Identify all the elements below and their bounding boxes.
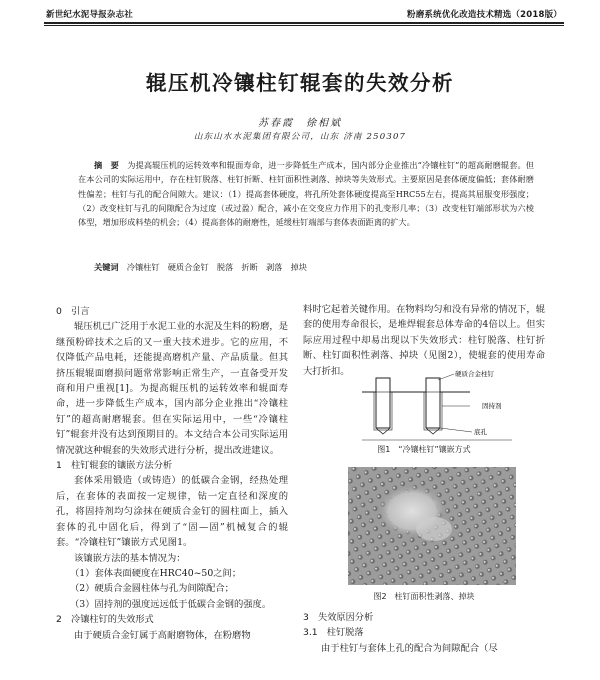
fig1-label-stud: 硬质合金柱钉 [455, 370, 494, 378]
paragraph: 由于硬质合金钉属于高耐磨物体，在粉磨物 [74, 629, 251, 641]
paper-title: 辊压机冷镶柱钉辊套的失效分析 [146, 71, 454, 95]
journal-header-left: 新世纪水泥导报杂志社 [46, 10, 134, 20]
list-item: （2）硬质合金圆柱体与孔为间隙配合； [70, 583, 234, 595]
keywords-label: 关键词 [94, 262, 119, 272]
abstract [78, 158, 534, 229]
stud-left [374, 378, 392, 434]
list-item: （1）套体表面硬度在HRC40~50之间； [70, 567, 242, 579]
paragraph: 料时它起着关键作用。在物料均匀和没有异常的情况下，辊套的使用寿命很长，是堆焊辊套总体寿命的4倍以上。但实际应用过程中却易出现以下失效形式：柱钉脱落、柱钉折断、柱钉面积性剥落、掉块（见图2），使辊套的使用寿命大打折扣。 [303, 304, 545, 377]
right-column [303, 302, 545, 379]
paragraph: 该镶嵌方法的基本情况为： [74, 552, 186, 564]
keywords-text: 冷镶柱钉 硬质合金钉 脱落 折断 剥落 掉块 [126, 262, 307, 272]
header-rule [44, 22, 564, 24]
keywords [78, 260, 534, 274]
figure-2-photo [348, 467, 516, 585]
fig1-label-adhesive: 固持剂 [482, 402, 502, 410]
abstract-text: 为提高辊压机的运转效率和辊面寿命，进一步降低生产成本，国内部分企业推出“冷镶柱钉”的超高耐磨辊套。但在本公司的实际运用中，存在柱钉脱落、柱钉折断、柱钉面积性剥落、掉块等失效形式。主要原因是套体硬度偏低；套体耐磨性偏差；柱钉与孔的配合间隙大。建议：（1）提高套体硬度，将孔所处套体硬度提高至HRC55左右，提高其屈服变形强度；（2）改变柱钉与孔的间隙配合为过度（或过盈）配合，减小在交变应力作用下的孔变形几率；（3）改变柱钉端部形状为六棱体型，增加形成料垫的机会；（4）提高套体的耐磨性，延缓柱钉端部与套体表面距离的扩大。 [78, 160, 534, 228]
spalled-area-2 [416, 517, 452, 541]
stud-right [424, 378, 442, 434]
abstract-label: 摘 要 [94, 160, 119, 170]
figure-2-caption: 图2 柱钉面积性剥落、掉块 [373, 592, 475, 601]
section-heading-0: 0 引言 [56, 306, 90, 317]
paragraph: 辊压机已广泛用于水泥工业的水泥及生料的粉磨，是继预粉碎技术之后的又一重大技术进步。它的应用，不仅降低产品电耗，还能提高磨机产量、产品质量。但其挤压辊辊面磨损问题常常影响正常生产，一直备受开发商和用户重视[1]。为提高辊压机的运转效率和辊面寿命，进一步降低生产成本，国内部分企业推出“冷镶柱钉”的超高耐磨辊套。但在实际运用中，一些“冷镶柱钉”辊套并没有达到预期目的。本文结合本公司实际运用情况就这种辊套的失效形式进行分析，提出改进建议。 [56, 321, 288, 456]
right-column-bottom [303, 610, 545, 656]
journal-header-right: 粉磨系统优化改造技术精选（2018版） [407, 10, 562, 20]
section-heading-1: 1 柱钉辊套的镶嵌方法分析 [56, 460, 173, 472]
affiliation: 山东山水水泥集团有限公司，山东 济南 250307 [193, 132, 407, 142]
figure-1-diagram [362, 370, 512, 442]
fig1-label-hole: 底孔 [474, 428, 487, 436]
header-rule-thin [44, 25, 564, 26]
list-item: （3）固持剂的强度远远低于低碳合金钢的强度。 [70, 598, 272, 610]
figure-1-caption: 图1 “冷镶柱钉”镶嵌方式 [377, 445, 471, 454]
section-heading-2: 2 冷镶柱钉的失效形式 [56, 614, 154, 626]
authors: 苏春霞 徐相斌 [258, 118, 342, 129]
subsection-heading-3-1: 3.1 柱钉脱落 [303, 627, 364, 639]
left-column [56, 304, 288, 643]
paragraph: 由于柱钉与套体上孔的配合为间隙配合（尽 [321, 642, 498, 654]
paragraph: 套体采用锻造（或铸造）的低碳合金钢，经热处理后，在套体的表面按一定规律，钻一定直径和深度的孔，将固持剂均匀涂抹在硬质合金钉的圆柱面上，插入套体的孔中固化后，得到了“固—固”机械复合的辊套。“冷镶柱钉”镶嵌方式见图1。 [56, 475, 288, 549]
section-heading-3: 3 失效原因分析 [303, 612, 374, 623]
